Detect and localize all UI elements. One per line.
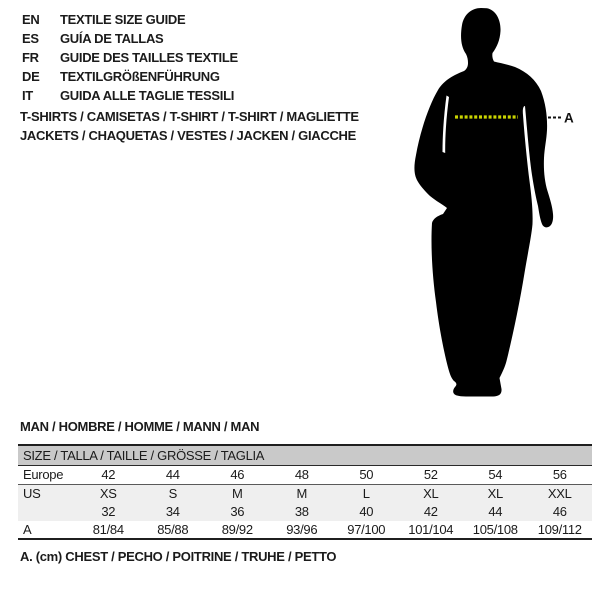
size-cell: XXL — [528, 485, 593, 504]
size-cell: 40 — [334, 503, 399, 521]
table-row-unlabeled — [18, 503, 592, 521]
size-cell: 36 — [205, 503, 270, 521]
size-cell: 56 — [528, 466, 593, 485]
size-cell: 105/108 — [463, 521, 528, 539]
language-code: EN — [22, 12, 40, 27]
size-cell: 81/84 — [76, 521, 141, 539]
row-label: US — [18, 485, 76, 504]
row-label — [18, 503, 76, 521]
size-cell: 42 — [399, 503, 464, 521]
size-cell: 89/92 — [205, 521, 270, 539]
size-cell: 32 — [76, 503, 141, 521]
size-cell: XL — [463, 485, 528, 504]
size-table-wrap — [18, 444, 592, 540]
size-table — [18, 446, 592, 540]
size-table-header-row — [18, 446, 592, 466]
language-guide-list — [22, 10, 238, 105]
language-label: GUIDE DES TAILLES TEXTILE — [60, 50, 238, 65]
language-label: TEXTILE SIZE GUIDE — [60, 12, 186, 27]
category-line-tshirts: T-SHIRTS / CAMISETAS / T-SHIRT / T-SHIRT / MAGLIETTE — [20, 109, 359, 124]
man-silhouette-figure — [400, 0, 600, 410]
size-cell: 34 — [141, 503, 206, 521]
size-cell: S — [141, 485, 206, 504]
size-cell: 54 — [463, 466, 528, 485]
category-line-jackets: JACKETS / CHAQUETAS / VESTES / JACKEN / GIACCHE — [20, 128, 356, 143]
table-row-us — [18, 485, 592, 504]
measure-label-a: A — [564, 110, 574, 126]
language-row-en — [22, 10, 238, 29]
size-cell: 44 — [463, 503, 528, 521]
row-label: A — [18, 521, 76, 539]
man-silhouette — [414, 8, 553, 397]
language-code: DE — [22, 69, 40, 84]
language-code: IT — [22, 88, 33, 103]
language-code: FR — [22, 50, 39, 65]
size-cell: 44 — [141, 466, 206, 485]
language-code: ES — [22, 31, 39, 46]
language-label: GUIDA ALLE TAGLIE TESSILI — [60, 88, 235, 103]
size-table-header: SIZE / TALLA / TAILLE / GRÖSSE / TAGLIA — [18, 446, 592, 466]
language-label: GUÍA DE TALLAS — [60, 31, 164, 46]
size-cell: 48 — [270, 466, 335, 485]
size-cell: L — [334, 485, 399, 504]
row-label: Europe — [18, 466, 76, 485]
size-cell: 97/100 — [334, 521, 399, 539]
size-cell: 42 — [76, 466, 141, 485]
table-row-chest-a — [18, 521, 592, 539]
garment-categories — [20, 107, 359, 145]
size-cell: M — [270, 485, 335, 504]
man-figure — [400, 0, 600, 410]
size-cell: 109/112 — [528, 521, 593, 539]
language-row-de — [22, 67, 238, 86]
size-cell: 50 — [334, 466, 399, 485]
size-cell: 52 — [399, 466, 464, 485]
size-cell: 46 — [205, 466, 270, 485]
size-cell: M — [205, 485, 270, 504]
size-cell: 101/104 — [399, 521, 464, 539]
size-cell: 46 — [528, 503, 593, 521]
size-cell: XL — [399, 485, 464, 504]
language-row-es — [22, 29, 238, 48]
size-cell: 85/88 — [141, 521, 206, 539]
language-label: TEXTILGRÖßENFÜHRUNG — [60, 69, 220, 84]
section-title-man: MAN / HOMBRE / HOMME / MANN / MAN — [20, 419, 260, 434]
size-cell: 93/96 — [270, 521, 335, 539]
measurement-footnote: A. (cm) CHEST / PECHO / POITRINE / TRUHE / PETTO — [20, 549, 337, 564]
language-row-it — [22, 86, 238, 105]
size-cell: 38 — [270, 503, 335, 521]
language-row-fr — [22, 48, 238, 67]
table-row-europe — [18, 466, 592, 485]
size-cell: XS — [76, 485, 141, 504]
